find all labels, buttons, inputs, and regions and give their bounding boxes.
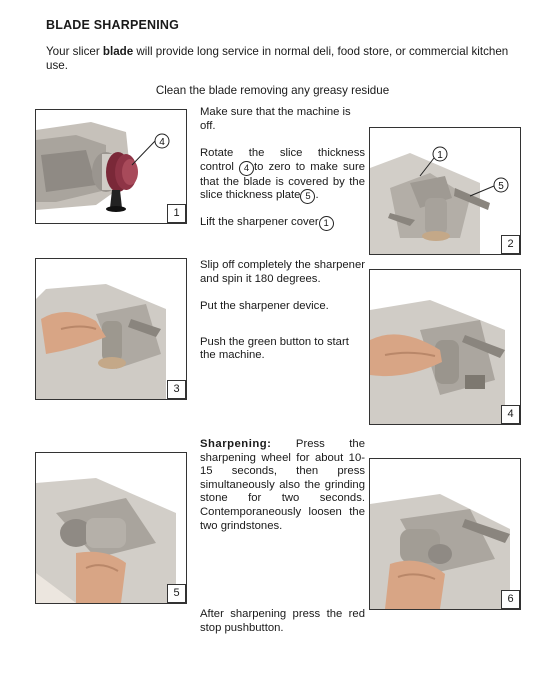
grindstone-photo xyxy=(370,459,520,609)
figure-2-number: 2 xyxy=(501,235,520,254)
thickness-instruction xyxy=(200,147,365,204)
machine-off-instruction: Make sure that the machine is off. xyxy=(200,106,351,132)
spin-sharpener-instruction: Slip off completely the sharpener and spin it 180 degrees. xyxy=(200,259,365,285)
thickness-text-c: . xyxy=(315,189,319,202)
green-button-instruction: Push the green button to start the machine. xyxy=(200,335,349,362)
sharpening-instruction xyxy=(200,438,365,533)
figure-5 xyxy=(35,452,187,604)
intro-text-end: will provide long service in normal deli, food store, or commercial kitchen use. xyxy=(46,45,509,72)
figure-2 xyxy=(369,127,521,255)
callout-5-label: 5 xyxy=(498,181,504,192)
thickness-text-a: Rotate the slice thickness control xyxy=(200,147,365,173)
callout-4-ref: 4 xyxy=(239,161,254,176)
sharpener-removal-photo xyxy=(36,259,186,399)
put-sharpener-instruction: Put the sharpener device. xyxy=(200,300,329,313)
callout-4-label: 4 xyxy=(159,137,165,148)
figure-4 xyxy=(369,269,521,425)
step-1-text xyxy=(200,106,365,231)
figure-4-number: 4 xyxy=(501,405,520,424)
intro-paragraph xyxy=(46,45,516,73)
callout-1-ref: 1 xyxy=(319,216,334,231)
lift-cover-instruction xyxy=(200,216,365,231)
figure-6-number: 6 xyxy=(501,590,520,609)
callout-1-label: 1 xyxy=(437,150,443,161)
lift-cover-text: Lift the sharpener cover xyxy=(200,216,319,229)
intro-text-start: Your slicer xyxy=(46,45,103,58)
green-button-photo xyxy=(370,270,520,424)
slicer-knob-photo xyxy=(36,110,186,223)
cleaning-instruction: Clean the blade removing any greasy residue xyxy=(155,84,390,97)
sharpening-text: Press the sharpening wheel for about 10-15 seconds, then press simultaneously also the grinding stone for two seconds. Contemporaneously loosen the two grindstones. xyxy=(200,438,365,532)
red-stop-instruction: After sharpening press the red stop pushbutton. xyxy=(200,608,365,634)
intro-bold-word: blade xyxy=(102,45,134,58)
figure-1-number: 1 xyxy=(167,204,186,223)
sharpening-wheel-photo xyxy=(36,453,186,603)
figure-6 xyxy=(369,458,521,610)
figure-3 xyxy=(35,258,187,400)
figure-1 xyxy=(35,109,187,224)
figure-3-number: 3 xyxy=(167,380,186,399)
step-2-text xyxy=(200,259,365,363)
callout-5-ref: 5 xyxy=(300,189,315,204)
sharpening-label: Sharpening: xyxy=(200,438,272,450)
page-title: BLADE SHARPENING xyxy=(46,18,180,32)
figure-5-number: 5 xyxy=(167,584,186,603)
thickness-text-b: to zero to make sure that the blade is covered by the slice thickness plate xyxy=(200,160,365,202)
sharpener-cover-photo xyxy=(370,128,520,254)
